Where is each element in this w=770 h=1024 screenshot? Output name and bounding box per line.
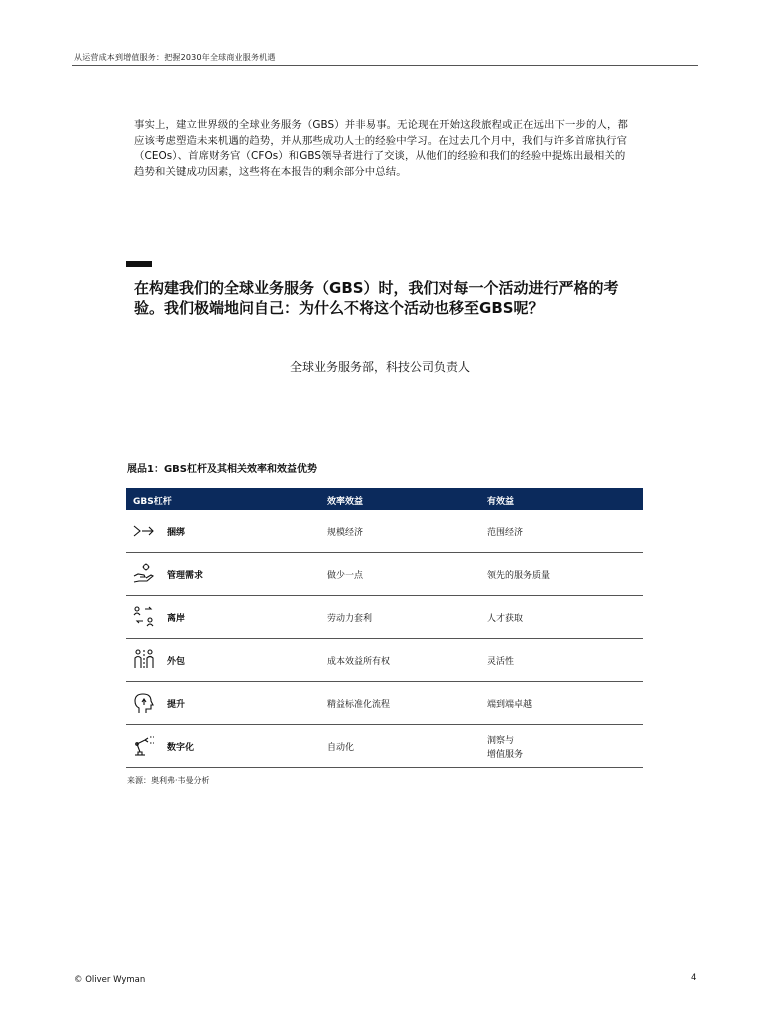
bundle-arrow-icon — [132, 519, 156, 543]
effectiveness-value: 领先的服务质量 — [487, 571, 551, 581]
effectiveness-value: 范围经济 — [487, 528, 524, 538]
header-efficiency: 效率效益 — [327, 497, 364, 507]
effectiveness-value: 端到端卓越 — [487, 700, 533, 710]
source-note: 来源：奥利弗·韦曼分析 — [127, 776, 210, 785]
efficiency-value: 成本效益所有权 — [327, 657, 391, 667]
lever-label: 离岸 — [167, 614, 186, 624]
hand-gear-icon — [132, 562, 156, 586]
table-row — [126, 639, 643, 682]
efficiency-value: 自动化 — [327, 743, 355, 753]
efficiency-value: 做少一点 — [327, 571, 364, 581]
effectiveness-line-2: 增值服务 — [487, 750, 524, 760]
copyright: © Oliver Wyman — [74, 975, 146, 985]
table-header-row — [126, 488, 643, 510]
effectiveness-line-1: 洞察与 — [487, 736, 515, 746]
efficiency-value: 精益标准化流程 — [327, 700, 391, 710]
effectiveness-value — [487, 734, 523, 762]
pull-quote: 在构建我们的全球业务服务（GBS）时，我们对每一个活动进行严格的考验。我们极端地问自己：为什么不将这个活动也移至GBS呢？ — [134, 279, 619, 317]
table-row — [126, 725, 643, 768]
head-upgrade-icon — [132, 691, 156, 715]
table-row — [126, 553, 643, 596]
lever-label: 捆绑 — [167, 528, 186, 538]
intro-paragraph: 事实上，建立世界级的全球业务服务（GBS）并非易事。无论现在开始这段旅程或正在远出下一步的人，都应该考虑塑造未来机遇的趋势，并从那些成功人士的经验中学习。在过去几个月中，我们与许多首席执行官（CEOs）、首席财务官（CFOs）和GBS领导者进行了交谈，从他们的经验和我们的经验中提炼出最相关的趋势和关键成功因素，这些将在本报告的剩余部分中总结。 — [134, 119, 628, 178]
effectiveness-value: 人才获取 — [487, 614, 524, 624]
table-row — [126, 682, 643, 725]
quote-attribution: 全球业务服务部，科技公司负责人 — [289, 360, 470, 374]
people-exchange-icon — [132, 605, 156, 629]
lever-label: 管理需求 — [167, 571, 204, 581]
lever-label: 数字化 — [167, 743, 195, 753]
robot-arm-icon — [132, 734, 156, 758]
header-gbs-lever: GBS杠杆 — [133, 497, 172, 507]
lever-label: 提升 — [167, 700, 186, 710]
lever-label: 外包 — [167, 657, 186, 667]
table-row — [126, 510, 643, 553]
table-row — [126, 596, 643, 639]
efficiency-value: 劳动力套利 — [327, 614, 373, 624]
efficiency-value: 规模经济 — [327, 528, 364, 538]
header-effectiveness: 有效益 — [487, 497, 515, 507]
running-header: 从运营成本到增值服务：把握2030年全球商业服务机遇 — [74, 53, 276, 62]
gbs-levers-table — [126, 488, 643, 768]
effectiveness-value: 灵活性 — [487, 657, 515, 667]
page-number: 4 — [691, 973, 697, 983]
people-outsource-icon — [132, 648, 156, 672]
exhibit-title: 展品1：GBS杠杆及其相关效率和效益优势 — [127, 464, 317, 475]
quote-accent-bar — [126, 261, 152, 267]
header-divider — [72, 65, 698, 66]
